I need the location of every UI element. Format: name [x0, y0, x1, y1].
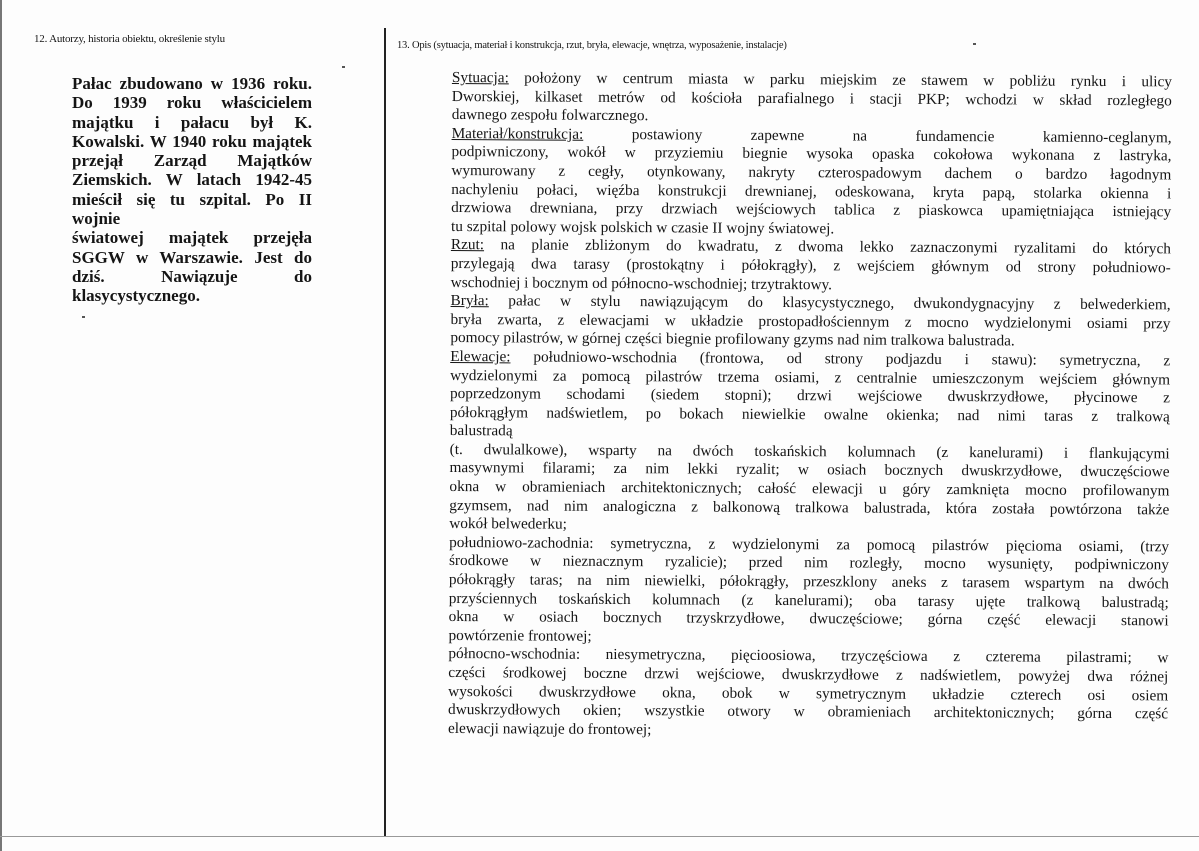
text-line: nachyleniu połaci, więźba konstrukcji drewnianej, odeskowana, kryta papą, stolarka okienna i	[451, 180, 1172, 202]
text-line: dziś. Nawiązuje do	[72, 266, 312, 286]
scan-speck	[973, 43, 976, 45]
text-line: klasycystycznego.	[72, 286, 200, 306]
text-line: półokrągły taras; na nim niewielki, półokrągły, przeszklony aneks z tarasem wspartym na dwóch	[448, 571, 1169, 593]
text-line: wschodniej i bocznym od północno-wschodniej; trzytraktowy.	[450, 273, 833, 293]
text-line: elewacji nawiązuje do frontowej;	[447, 719, 652, 739]
text-line: wydzielonymi za pomocą pilastrów trzema osiami, z centralnie umieszczonym wejściem głównym	[450, 366, 1171, 388]
paragraph-label: Rzut:	[450, 236, 485, 254]
paragraph-label: Materiał/konstrukcja:	[451, 124, 584, 143]
text-line: przylegają dwa tarasy (prostokątny i półokrągły), z wejściem głównym od strony południowo-	[450, 254, 1171, 277]
description-paragraph	[448, 645, 1169, 742]
text-line: wysokości dwuskrzydłowe okna, obok w symetrycznym układzie czterech osi osiem	[448, 682, 1169, 704]
text-line: poprzedzonym schodami (siedem stopni); drzwi wejściowe dwuskrzydłowe, płycinowe z	[449, 385, 1171, 407]
scan-speck	[82, 316, 85, 318]
text-line: (t. dwulalkowe), wsparty na dwóch toskańskich kolumnach (z kanelurami) i flankującymi	[449, 440, 1170, 463]
text-line: północno-wschodnia: niesymetryczna, pięcioosiowa, trzyczęściowa z czterema pilastrami; w	[448, 645, 1169, 667]
description-paragraph	[449, 441, 1170, 538]
description-paragraph	[451, 236, 1171, 296]
text-line: dawnego zespołu folwarcznego.	[451, 106, 649, 125]
column-divider	[384, 28, 386, 836]
text-line: majątku i pałacu był K.	[72, 112, 312, 132]
text-line: półokrągłym nadświetlem, po bokach niewielkie owalne okienka; nad nimi taras z tralkową	[449, 403, 1170, 426]
text-line: Kowalski. W 1940 roku majątek	[72, 131, 312, 151]
text-line: Sytuacja: położony w centrum miasta w parku miejskim ze stawem w pobliżu rynku i ulicy	[451, 69, 1172, 91]
text-line: bryła zwarta, z elewacjami w układzie prostopadłościennym z mocno wydzielonymi osiami przy	[450, 310, 1171, 333]
text-line: światowej majątek przejęła	[72, 228, 312, 248]
description-paragraph	[450, 348, 1171, 445]
text-line: wokół belwederku;	[449, 515, 567, 533]
text-line: tu szpital polowy wojsk polskich w czasie II wojny światowej.	[450, 217, 835, 238]
text-line: Rzut: na planie zbliżonym do kwadratu, z dwoma lekko zaznaczonymi ryzalitami do których	[450, 236, 1171, 258]
text-line: przejął Zarząd Majątków	[72, 151, 312, 171]
description-paragraph	[451, 125, 1172, 241]
text-line: powtórzenie frontowej;	[448, 626, 592, 645]
section-12-heading: 12. Autorzy, historia obiektu, określenie stylu	[34, 33, 225, 45]
paragraph-label: Sytuacja:	[451, 69, 509, 87]
text-line: dwuskrzydłowych okien; wszystkie otwory w obramieniach architektonicznych; górna część	[448, 701, 1169, 723]
text-line: okna w obramieniach architektonicznych; całość elewacji u góry zamknięta mocno profilowanym	[449, 478, 1170, 500]
text-line: Ziemskich. W latach 1942-45	[72, 170, 312, 190]
page-frame-bottom	[0, 836, 1199, 837]
text-line: południowo-zachodnia: symetryczna, z wydzielonymi za pomocą pilastrów pięcioma osiami, (trzy	[449, 533, 1170, 556]
text-line: Materiał/konstrukcja: postawiony zapewne na fundamencie kamienno-ceglanym,	[451, 124, 1172, 147]
text-line: Do 1939 roku właścicielem	[72, 93, 312, 113]
description-paragraph	[448, 534, 1169, 650]
text-line: środkowe w nieznacznym ryzalicie); przed nim rozległy, mocno wysunięty, podpiwniczony	[448, 552, 1170, 574]
text-line: okna w osiach bocznych trzyskrzydłowe, dwuczęściowe; górna część elewacji stanowi	[448, 608, 1169, 630]
text-line: Elewacje: południowo-wschodnia (frontowa, od strony podjazdu i stawu): symetryczna, z	[450, 347, 1171, 370]
text-line: mieścił się tu szpital. Po II wojnie	[72, 189, 312, 229]
text-line: pomocy pilastrów, w górnej części biegnie profilowany gzyms nad nim tralkowa balustrada.	[450, 329, 1015, 350]
text-line: Pałac zbudowano w 1936 roku.	[72, 74, 312, 93]
page-frame-left	[0, 0, 2, 851]
text-line: masywnymi filarami; za nim lekki ryzalit; w osiach bocznych dwuskrzydłowe, dwuczęściowe	[449, 459, 1170, 481]
scan-speck	[342, 66, 345, 68]
text-line: przyściennych toskańskich kolumnach (z kanelurami); oba tarasy ujęte tralkową balustradą;	[448, 589, 1169, 612]
description-paragraph	[450, 292, 1170, 352]
text-line: SGGW w Warszawie. Jest do	[72, 247, 312, 267]
paragraph-label: Elewacje:	[450, 347, 511, 366]
text-line: balustradą	[449, 422, 513, 440]
text-line: wymurowany z cegły, otynkowany, nakryty czterospadowym dachem o bardzo łagodnym	[451, 161, 1172, 184]
text-line: części środkowej boczne drzwi wejściowe, dwuskrzydłowe z nadświetlem, powyżej dwa różnej	[448, 663, 1169, 686]
history-text	[72, 74, 312, 306]
text-line: Dworskiej, kilkaset metrów od kościoła parafialnego i stacji PKP; wchodzi w skład rozległego	[451, 87, 1172, 109]
description-text	[448, 69, 1172, 743]
section-13-heading: 13. Opis (sytuacja, materiał i konstrukcja, rzut, bryła, elewacje, wnętrza, wyposażenie, instalacje)	[397, 40, 787, 51]
text-line: drzwiowa drewniana, przy drzwiach wejściowych tablica z piaskowca upamiętniająca istniejący	[451, 199, 1172, 221]
text-line: podpiwniczony, wokół w przyziemiu biegnie wysoka opaska cokołowa wykonana z lastryka,	[451, 143, 1172, 165]
paragraph-label: Bryła:	[450, 292, 489, 310]
description-paragraph	[452, 69, 1172, 129]
text-line: Bryła: pałac w stylu nawiązującym do klasycystycznego, dwukondygnacyjny z belwederkiem,	[450, 292, 1171, 314]
text-line: gzymsem, nad nim analogiczna z balkonową tralkowa balustrada, która została powtórzona także	[449, 496, 1170, 519]
